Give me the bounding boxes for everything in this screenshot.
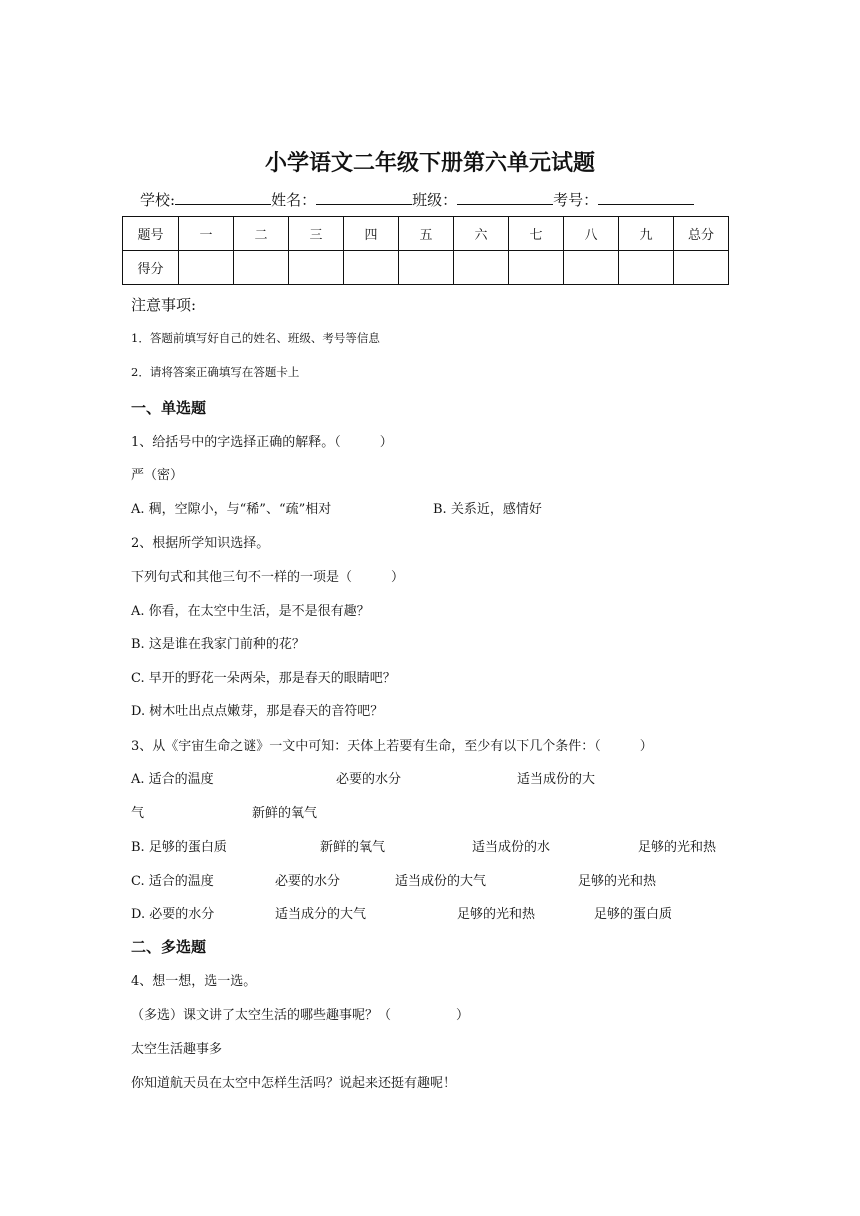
- score-cell[interactable]: [344, 251, 399, 285]
- header-cell: 九: [619, 217, 674, 251]
- score-row-label: 得分: [123, 251, 179, 285]
- score-cell[interactable]: [619, 251, 674, 285]
- score-table-header-row: [123, 217, 729, 251]
- question-3-option-d[interactable]: D. 必要的水分: [131, 907, 215, 922]
- question-2-stem: 2、根据所学知识选择。: [131, 536, 270, 551]
- section-heading-multiple-choice: 二、多选题: [131, 938, 207, 956]
- question-3-option-c-item: 必要的水分: [275, 874, 341, 889]
- name-label: 姓名：: [271, 191, 317, 209]
- score-table-score-row: [123, 251, 729, 285]
- question-3-option-d-item: 适当成分的大气: [275, 907, 367, 922]
- header-cell: 五: [399, 217, 454, 251]
- score-cell[interactable]: [399, 251, 454, 285]
- question-3-option-b-item: 新鲜的氧气: [320, 840, 386, 855]
- notes-heading: 注意事项:: [131, 296, 197, 314]
- question-1-option-a[interactable]: A. 稠，空隙小，与“稀”、“疏”相对: [131, 502, 332, 517]
- header-cell: 题号: [123, 217, 179, 251]
- header-cell: 八: [564, 217, 619, 251]
- question-3-option-a-item: 气: [131, 806, 145, 821]
- question-3-option-d-item: 足够的光和热: [457, 907, 536, 922]
- class-label: 班级：: [412, 191, 458, 209]
- page-title: 小学语文二年级下册第六单元试题: [264, 151, 595, 176]
- score-table: [122, 216, 729, 285]
- header-cell: 二: [234, 217, 289, 251]
- question-3-option-a-item: 适当成份的大: [517, 772, 596, 787]
- question-2-option-b[interactable]: B. 这是谁在我家门前种的花？: [131, 637, 305, 652]
- question-3-option-b-item: 足够的光和热: [638, 840, 717, 855]
- question-3-option-c-item: 适当成份的大气: [395, 874, 487, 889]
- question-3-stem: 3、从《宇宙生命之谜》一文中可知：天体上若要有生命，至少有以下几个条件：（ ）: [131, 739, 653, 754]
- question-3-option-d-item: 足够的蛋白质: [594, 907, 673, 922]
- number-label: 考号：: [553, 191, 599, 209]
- name-blank[interactable]: [316, 190, 412, 205]
- question-4-passage-text: 你知道航天员在太空中怎样生活吗？说起来还挺有趣呢！: [131, 1076, 457, 1091]
- score-cell[interactable]: [179, 251, 234, 285]
- student-info-line: [140, 189, 694, 210]
- question-4-passage-title: 太空生活趣事多: [131, 1042, 223, 1057]
- note-item: 1．答题前填写好自己的姓名、班级、考号等信息: [131, 331, 380, 345]
- question-3-option-a-item: 必要的水分: [336, 772, 402, 787]
- school-blank[interactable]: [175, 190, 271, 205]
- question-2-sub: 下列句式和其他三句不一样的一项是（ ）: [131, 570, 405, 585]
- score-cell[interactable]: [564, 251, 619, 285]
- question-2-option-c[interactable]: C. 早开的野花一朵两朵，那是春天的眼睛吧？: [131, 671, 396, 686]
- question-2-option-a[interactable]: A. 你看，在太空中生活，是不是很有趣？: [131, 604, 370, 619]
- header-cell: 一: [179, 217, 234, 251]
- number-blank[interactable]: [598, 190, 694, 205]
- question-4-sub: （多选）课文讲了太空生活的哪些趣事呢？（ ）: [131, 1008, 470, 1023]
- section-heading-single-choice: 一、单选题: [131, 399, 207, 417]
- question-1-option-b[interactable]: B. 关系近，感情好: [433, 502, 542, 517]
- score-cell[interactable]: [234, 251, 289, 285]
- question-4-stem: 4、想一想，选一选。: [131, 974, 257, 989]
- header-cell: 三: [289, 217, 344, 251]
- question-3-option-c[interactable]: C. 适合的温度: [131, 874, 214, 889]
- header-cell: 总分: [674, 217, 729, 251]
- score-cell[interactable]: [289, 251, 344, 285]
- header-cell: 四: [344, 217, 399, 251]
- score-cell[interactable]: [509, 251, 564, 285]
- question-1-stem: 1、给括号中的字选择正确的解释。（ ）: [131, 435, 393, 450]
- header-cell: 七: [509, 217, 564, 251]
- question-3-option-b-item: 适当成份的水: [472, 840, 551, 855]
- score-cell[interactable]: [454, 251, 509, 285]
- school-label: 学校:: [140, 191, 176, 209]
- score-cell[interactable]: [674, 251, 729, 285]
- question-1-word: 严（密）: [131, 468, 184, 483]
- question-3-option-a[interactable]: A. 适合的温度: [131, 772, 214, 787]
- question-3-option-b[interactable]: B. 足够的蛋白质: [131, 840, 227, 855]
- header-cell: 六: [454, 217, 509, 251]
- note-item: 2．请将答案正确填写在答题卡上: [131, 365, 300, 379]
- question-3-option-a-item: 新鲜的氧气: [252, 806, 318, 821]
- question-3-option-c-item: 足够的光和热: [578, 874, 657, 889]
- class-blank[interactable]: [457, 190, 553, 205]
- question-2-option-d[interactable]: D. 树木吐出点点嫩芽，那是春天的音符吧？: [131, 704, 384, 719]
